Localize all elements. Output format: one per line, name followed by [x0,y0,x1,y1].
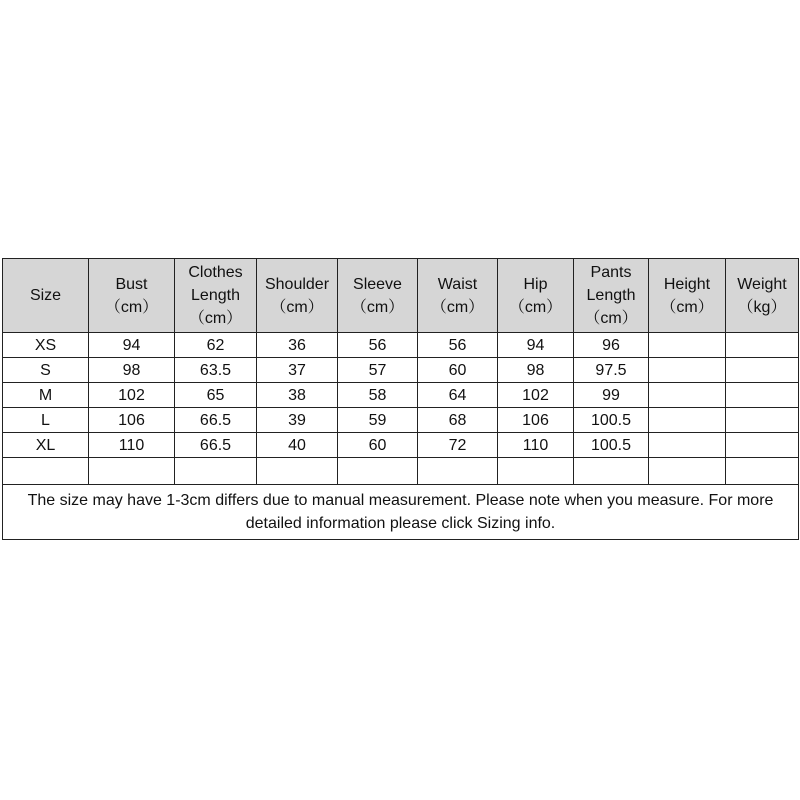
size-chart-table [2,258,799,540]
table-body [3,333,799,485]
table-row [3,358,799,383]
measurement-cell: 38 [257,383,338,408]
column-header-line: （cm） [584,310,638,327]
table-row [3,408,799,433]
column-header-line: Bust [115,275,148,293]
column-header-line: （cm） [104,298,159,316]
measurement-cell: 99 [574,383,649,408]
measurement-cell: 37 [257,358,338,383]
column-header-line: Length [191,287,240,304]
measurement-cell [498,458,574,485]
measurement-cell: 94 [89,333,175,358]
measurement-cell [418,458,498,485]
measurement-cell: 98 [498,358,574,383]
size-cell: XS [3,333,89,358]
column-header [175,259,257,333]
measurement-cell [89,458,175,485]
measurement-cell: 102 [498,383,574,408]
measurement-cell [175,458,257,485]
measurement-cell: 66.5 [175,433,257,458]
measurement-cell [574,458,649,485]
measurement-cell [726,358,799,383]
column-header-line: （cm） [270,298,324,316]
measurement-cell: 60 [418,358,498,383]
measurement-cell: 98 [89,358,175,383]
measurement-cell: 66.5 [175,408,257,433]
measurement-cell [726,333,799,358]
column-header-line: Shoulder [264,275,330,293]
column-header-line: （cm） [430,298,485,316]
column-header-line: Weight [737,275,787,293]
column-header [649,259,726,333]
column-header-line: （kg） [737,298,787,316]
measurement-note: The size may have 1-3cm differs due to manual measurement. Please note when you measure. For more detailed information please click Sizing info. [3,485,799,540]
table-row [3,458,799,485]
column-header [418,259,498,333]
measurement-cell: 96 [574,333,649,358]
column-header-line: （cm） [350,298,405,316]
measurement-cell: 63.5 [175,358,257,383]
measurement-cell: 102 [89,383,175,408]
column-header-line: Height [663,275,711,293]
measurement-cell: 72 [418,433,498,458]
measurement-cell: 106 [498,408,574,433]
header-row [3,259,799,333]
measurement-cell [726,433,799,458]
column-header-line: Hip [523,275,548,293]
measurement-cell: 62 [175,333,257,358]
measurement-cell: 97.5 [574,358,649,383]
column-header [574,259,649,333]
measurement-cell [649,408,726,433]
measurement-cell: 65 [175,383,257,408]
measurement-cell: 39 [257,408,338,433]
measurement-cell: 58 [338,383,418,408]
column-header [89,259,175,333]
column-header-line: Size [29,287,62,304]
measurement-cell [726,383,799,408]
measurement-cell: 56 [338,333,418,358]
measurement-cell [338,458,418,485]
column-header-line: Pants [590,264,632,281]
measurement-cell [649,458,726,485]
measurement-cell [726,408,799,433]
column-header [338,259,418,333]
column-header-line: （cm） [660,298,714,316]
measurement-cell: 110 [498,433,574,458]
measurement-cell: 106 [89,408,175,433]
column-header-line: Clothes [188,264,243,281]
measurement-cell [649,433,726,458]
column-header [498,259,574,333]
column-header-line: （cm） [188,310,243,327]
measurement-cell: 40 [257,433,338,458]
measurement-cell: 110 [89,433,175,458]
size-cell: XL [3,433,89,458]
size-cell: S [3,358,89,383]
table-row [3,333,799,358]
column-header-line: Length [586,287,636,304]
header-row-group [3,259,799,333]
measurement-cell: 57 [338,358,418,383]
table-row [3,383,799,408]
measurement-cell: 56 [418,333,498,358]
column-header [257,259,338,333]
measurement-cell [649,333,726,358]
column-header [726,259,799,333]
note-row [3,485,799,540]
column-header [3,259,89,333]
size-cell [3,458,89,485]
measurement-cell: 36 [257,333,338,358]
measurement-cell [726,458,799,485]
measurement-cell [649,383,726,408]
size-cell: L [3,408,89,433]
measurement-cell: 94 [498,333,574,358]
measurement-cell: 68 [418,408,498,433]
table-row [3,433,799,458]
measurement-cell: 60 [338,433,418,458]
measurement-cell [649,358,726,383]
column-header-line: （cm） [508,298,563,316]
measurement-cell: 64 [418,383,498,408]
measurement-cell [257,458,338,485]
measurement-cell: 59 [338,408,418,433]
column-header-line: Sleeve [353,275,402,293]
measurement-cell: 100.5 [574,433,649,458]
measurement-cell: 100.5 [574,408,649,433]
column-header-line: Waist [437,275,478,293]
size-cell: M [3,383,89,408]
